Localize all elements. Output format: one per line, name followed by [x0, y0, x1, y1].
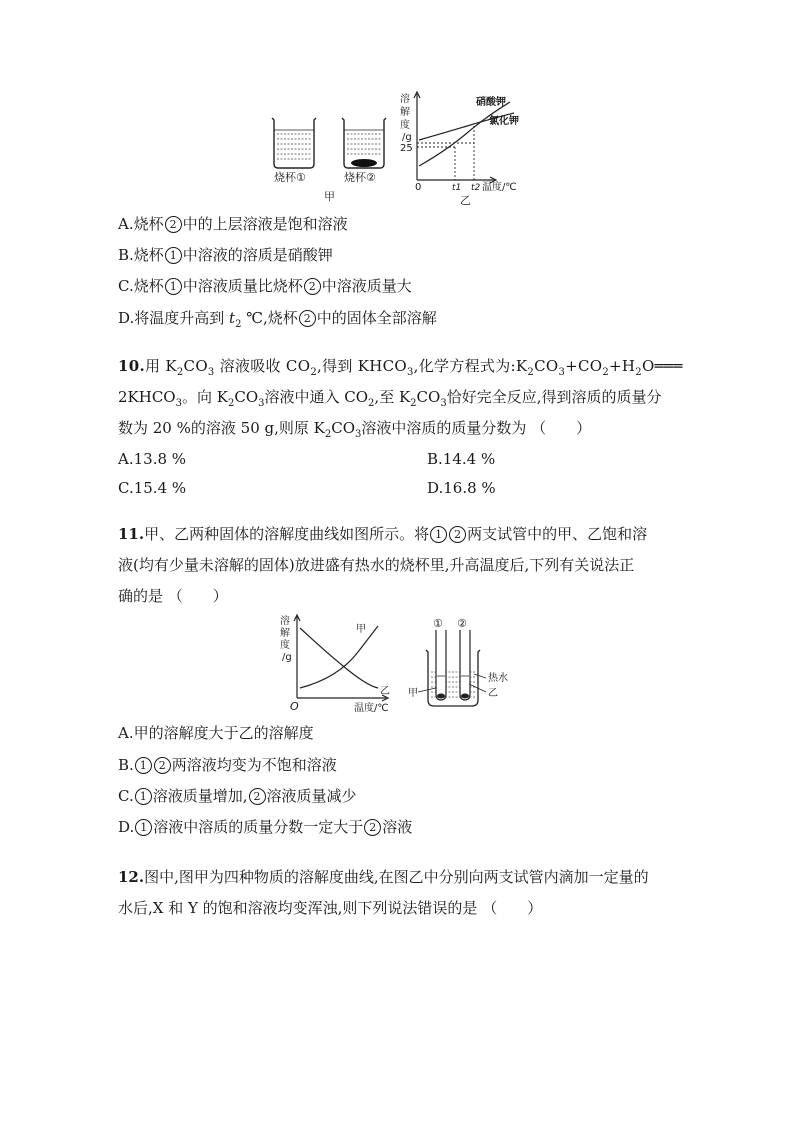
q12-line-1-text: 图中,图甲为四种物质的溶解度曲线,在图乙中分别向两支试管内滴加一定量的: [144, 868, 649, 886]
q11-line-1: 11.甲、乙两种固体的溶解度曲线如图所示。将 1 2 两支试管中的甲、乙饱和溶: [118, 525, 648, 543]
q10-line-2: $2KHCO_3$。向 $K_2CO_3$溶液中通入 $CO_2$,至 $K_2CO_3$恰好完全反应,得到溶质的质量分: [118, 388, 662, 409]
q9-option-c: C.烧杯 1 中溶液质量比烧杯 2 中溶液质量大: [118, 277, 412, 295]
q11-origin: O: [290, 700, 299, 713]
q11-option-c: C. 1 溶液质量增加, 2 溶液质量减少: [118, 787, 357, 805]
figure-q11: [278, 612, 518, 718]
q9-option-b: B.烧杯 1 中溶液的溶质是硝酸钾: [118, 246, 333, 264]
q10-option-d: D.16.8 %: [427, 479, 496, 497]
tube-jia-label: 甲: [408, 688, 418, 699]
axis-y-label-3: 度: [400, 120, 410, 131]
hot-water-label: 热水: [488, 673, 508, 684]
q11-axis-y-2: 解: [280, 628, 290, 639]
q10-line-3: 数为 20 %的溶液 50 g,则原 $K_2CO_3$溶液中溶质的质量分数为 （ ）: [118, 419, 592, 440]
curve-label-kcl: 氯化钾: [489, 116, 519, 127]
q9-option-d: D.将温度升高到 $t_2$ ℃,烧杯 2 中的固体全部溶解: [118, 309, 437, 330]
caption-yi: 乙: [460, 194, 471, 207]
q9-option-a: A.烧杯 2 中的上层溶液是饱和溶液: [118, 215, 348, 233]
beaker-2-label: 烧杯②: [344, 171, 376, 184]
q11-beaker-with-tubes: [408, 617, 508, 706]
q11-axis-y-3: 度: [280, 640, 290, 651]
q11-curve-label-jia: 甲: [356, 624, 366, 635]
beaker-1: [272, 118, 316, 168]
q11-line-2: 液(均有少量未溶解的固体)放进盛有热水的烧杯里,升高温度后,下列有关说法正: [118, 556, 635, 574]
t1-label: t1: [452, 183, 462, 193]
q12-line-2: 水后,X 和 Y 的饱和溶液均变浑浊,则下列说法错误的是 （ ）: [118, 899, 543, 917]
axis-y-label-2: 解: [400, 107, 410, 118]
q11-line-3: 确的是 （ ）: [118, 587, 228, 605]
y-tick-25: 25: [400, 143, 413, 154]
t2-label: t2: [471, 183, 481, 193]
curve-label-kno3: 硝酸钾: [476, 97, 506, 108]
x-axis-label: 温度/℃: [482, 182, 517, 193]
tube-yi-label: 乙: [488, 688, 498, 699]
axis-y-label-4: /g: [402, 132, 412, 143]
q11-axis-y-1: 溶: [280, 616, 290, 627]
q10-option-c: C.15.4 %: [118, 479, 187, 497]
q11-curve-label-yi: 乙: [380, 686, 390, 697]
tube-1-label: ①: [433, 617, 443, 630]
q11-axis-y-4: /g: [282, 652, 292, 663]
q10-option-b: B.14.4 %: [427, 450, 496, 468]
beaker-2: [342, 118, 386, 168]
q12-line-1: [118, 867, 649, 887]
solubility-graph-yi: [400, 92, 519, 207]
caption-jia: 甲: [324, 190, 335, 203]
q11-x-axis-label: 温度/℃: [354, 703, 389, 714]
q12-number: 12.: [118, 868, 145, 886]
q11-solubility-graph: [280, 614, 390, 714]
axis-y-label-1: 溶: [400, 94, 410, 105]
q10-line-1: 10.用 $K_2CO_3$ 溶液吸收 $CO_2$,得到 $KHCO_3$,化学方程式为$:K_2CO_3+CO_2+H_2O═══$: [118, 357, 683, 378]
q11-option-a: A.甲的溶解度大于乙的溶解度: [118, 724, 314, 742]
tube-2-label: ②: [457, 617, 467, 630]
q11-option-b: B. 1 2 两溶液均变为不饱和溶液: [118, 756, 337, 774]
q10-option-a: A.13.8 %: [118, 450, 187, 468]
q11-option-d: D. 1 溶液中溶质的质量分数一定大于 2 溶液: [118, 818, 413, 836]
beaker-1-label: 烧杯①: [274, 171, 306, 184]
figure-top: [262, 88, 552, 208]
origin-label: 0: [415, 182, 422, 193]
